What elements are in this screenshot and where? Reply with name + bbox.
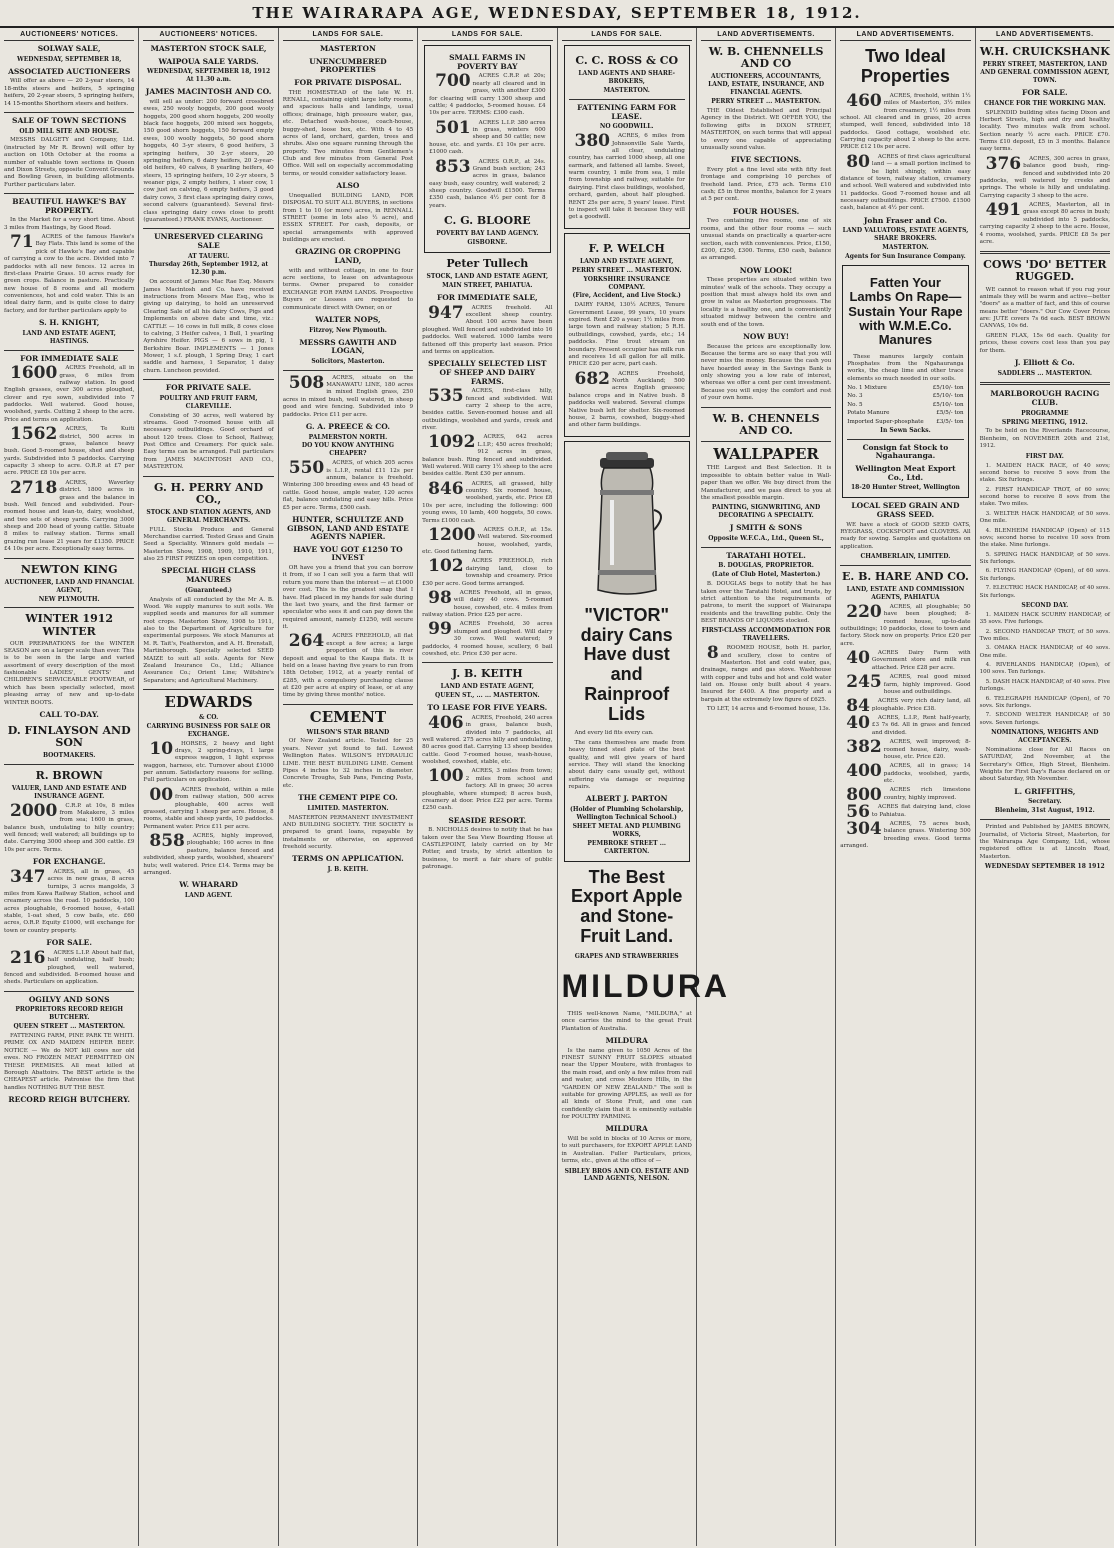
sections-heading: FIVE SECTIONS. — [730, 155, 802, 165]
columns — [0, 28, 1114, 1546]
sale-heading: SMALL FARMS IN POVERTY BAY — [449, 53, 526, 71]
room-number: 8 — [706, 643, 719, 664]
manure-box: Fatten Your Lambs On Rape—Sustain Your Rape with W.M.E.Co. Manures These manures largely contain Phosphates from the Ngahauranga works, the cheap lime and other trace elements so much needed in our soils. No. 1 Mixture £5/10/- ton No. 3 £5/10/- ton No. 5 £5/10/- ton Potato Manure £5/5/- ton Imported Super-phosphate £3/5/- ton In Sewn Sacks. Consign fat Stock to Ngahauranga. Wellington Meat Export Co., Ltd. 18-20 Hunter Street, Wellington — [842, 265, 968, 498]
acreage-number: 100 — [428, 766, 464, 787]
agent-address: PERRY STREET ... MASTERTON. — [571, 266, 682, 274]
advertiser-sub: STOCK AND STATION AGENTS, AND GENERAL MERCHANTS. — [146, 508, 271, 524]
terms-heading: TERMS ON APPLICATION. — [292, 854, 404, 864]
acreage-number: 460 — [846, 90, 882, 111]
solicitor-name: MESSRS GAWITH AND LOGAN, — [299, 337, 397, 356]
advertiser-name: EDWARDS — [164, 693, 253, 712]
hotel-name: TARATAHI HOTEL. — [726, 550, 806, 560]
agency-sub: AUCTIONEERS, ACCOUNTANTS, LAND, ESTATE, INSURANCE, AND FINANCIAL AGENTS. — [708, 73, 825, 97]
acreage-number: 508 — [288, 372, 325, 393]
acreage-number: 216 — [10, 947, 46, 968]
day-heading: SECOND DAY. — [1021, 601, 1069, 609]
secretary-title: Secretary. — [1028, 798, 1062, 806]
agent-name: G. A. PREECE & CO. — [305, 421, 390, 431]
saddler-sub: SADDLERS ... MASTERTON. — [997, 369, 1092, 377]
sale-heading: FOR IMMEDIATE SALE, — [436, 293, 538, 303]
column-header: LANDS FOR SALE. — [283, 30, 413, 41]
acreage-number: 347 — [10, 866, 46, 887]
advertiser-name: J SMITH & SONS — [729, 523, 803, 533]
agency-agent: Agents for Sun Insurance Company. — [845, 253, 966, 261]
list-heading: SPECIALLY SELECTED LIST OF SHEEP AND DAIRY FARMS. — [428, 359, 547, 386]
agent-address: QUEEN ST., ... ... MASTERTON. — [435, 692, 540, 700]
sale-heading: CARRYING BUSINESS FOR SALE OR EXCHANGE. — [146, 722, 271, 738]
company-name: CHAMBERLAIN, LIMITED. — [860, 553, 951, 560]
look-heading: NOW LOOK! — [739, 265, 793, 275]
column-header: LAND ADVERTISEMENTS. — [840, 30, 970, 41]
acreage-number: 98 — [428, 587, 452, 608]
column-header: LAND ADVERTISEMENTS. — [980, 30, 1110, 41]
acreage-number: 682 — [574, 368, 610, 389]
sale-subheading: POULTRY AND FRUIT FARM, CLAREVILLE. — [159, 394, 258, 410]
acreage-number: 40 — [846, 648, 870, 669]
acreage-number: 00 — [149, 784, 174, 805]
call-today: CALL TO-DAY. — [39, 709, 99, 719]
acreage-number: 491 — [985, 200, 1022, 221]
ross-box: C. C. ROSS & CO LAND AGENTS AND SHARE-BROKERS, MASTERTON. FATTENING FARM FOR LEASE. NO GOODWILL. 380 ACRES, 6 miles from Johnsonville Sale Yards, all clear, undulating country, has carried 1000 sheep, all one earmark, and fattened all lambs. Sweet, warm country, 1 mile from sea, 1 mile from township and railway, suitable for dairying. First class buildings, woolshed, orchard, garden, about half ploughed. RENT 25s per acre, 5 years' lease. First to inspect will take it because they will get a goodwill. — [564, 45, 690, 228]
acreage-number: 700 — [435, 71, 471, 92]
agency-town: GISBORNE. — [467, 239, 508, 247]
agency-name: C. C. ROSS & CO — [575, 54, 679, 68]
acreage-number: 2718 — [10, 477, 58, 498]
advertiser-address: QUEEN STREET ... MASTERTON. — [13, 1023, 125, 1031]
agency-town: MASTERTON. — [603, 87, 650, 95]
sale-heading: SALE OF TOWN SECTIONS — [12, 115, 127, 125]
acreage-number: 84 — [846, 696, 870, 717]
acreage-number: 1600 — [10, 363, 58, 384]
acreage-number: 406 — [428, 712, 464, 733]
acreage-number: 853 — [435, 156, 471, 177]
manure-name: Imported Super-phosphate — [847, 418, 924, 425]
manure-price: £5/10/- ton — [932, 393, 964, 400]
agent-name: F. P. WELCH — [588, 241, 665, 255]
column-header: AUCTIONEERS' NOTICES. — [143, 30, 273, 41]
acreage-number: 382 — [846, 737, 882, 758]
acreage-number: 220 — [846, 601, 882, 622]
sale-subheading: WAIPOUA SALE YARDS. — [158, 56, 259, 66]
grazing-heading: GRAZING OR CROPPING LAND, — [295, 247, 401, 266]
butchery-name: RECORD REIGH BUTCHERY. — [8, 1095, 130, 1105]
milk-can-illustration — [582, 450, 672, 600]
mildura-subheading: MILDURA — [605, 1036, 648, 1045]
acreage-number: 858 — [149, 831, 185, 852]
column-5: LANDS FOR SALE. C. C. ROSS & CO LAND AGENTS AND SHARE-BROKERS, MASTERTON. FATTENING FARM FOR LEASE. NO GOODWILL. 380 ACRES, 6 miles from Johnsonville Sale Yards, all clear, undulating country, has carried 1000 sheep, all one earmark, and fattened all lambs. Sweet, warm country, 1 mile from sea, 1 mile from township and railway, suitable for dairying. First class buildings, woolshed, orchard, garden, about half ploughed. RENT 25s per acre, 5 years' lease. First to inspect will take it because they will get a goodwill. F. P. WELCH LAND AND ESTATE AGENT, PERRY STREET ... MASTERTON. YORKSHIRE INSURANCE COMPANY. (Fire, Accident, and Live Stock.) DAIRY FARM, 130½ ACRES, Tenure Government Lease, 99 years, 10 years expired. Rent £20 a year; 1½ miles from large town and railway station; 5 R.H. outbuildings, cowshed, yards, etc.; 14 paddocks. Fine trout stream on boundary. Present occupier has milk run and receives 1d all gallon for all milk. PRICE £20 per acre, part cash. 682 ACRES Freehold, North Auckland; 500 acres English grasses; balance crops and in Native bush. 8 paddocks well watered. Several clumps Native bush left for shelter. Six-roomed house, 2 barns, cowshed, buggy-shed and other farm buildings. "VICTOR" dairy Cans Have dust and Rainproof Lids And every lid fits every can. The cans themselves are made from heavy tinned steel plate of the best quality, and will give years of hard service. They will stand the knocking about dairy cans usually get, without suffering via damage or requiring repairs. ALBERT J. PARTON (Holder of Plumbing Scholarship, Wellington Technical School.) SHEET METAL AND PLUMBING WORKS, PEMBROKE STREET ... CARTERTON. The Best Export Apple and Stone-Fruit Land. GRAPES AND STRAWBERRIES MILDURA THIS well-known Name, "MILDURA," at once carries the mind to the great Fruit Plantation of Australia. MILDURA Is the name given to 1050 Acres of the FINEST SUNNY FRUIT SLOPES situated near the Upper Moutere, with frontages to the main road, and only a few miles from rail and water, and cross Moutere Hills, in the "GARDEN OF NEW ZEALAND." The soil is suitable for growing APPLES, as well as for all kinds of Stone Fruit, and one can confidently claim that it is eminently suitable for POULTRY FARMING. MILDURA Will be sold in blocks of 10 Acres or more, to suit purchasers, for EXPORT APPLE LAND in Australian. Fuller Particulars, prices, terms, etc., given at the office of — SIBLEY BROS AND CO. ESTATE AND LAND AGENTS, NELSON. — [558, 28, 697, 1546]
sale-heading: FOR SALE. — [1022, 88, 1068, 98]
auctioneers-heading: ASSOCIATED AUCTIONEERS — [8, 66, 131, 76]
owner-address: Fitzroy, New Plymouth. — [309, 326, 387, 334]
agency-name: W. B. CHENNELLS AND CO — [708, 45, 824, 71]
agent-sub: LAND AND ESTATE AGENT, — [440, 683, 534, 691]
acreage-number: 550 — [288, 458, 325, 479]
advertiser-sub: AUCTIONEER, LAND AND FINANCIAL AGENT, — [4, 578, 134, 594]
acreage-number: 501 — [435, 117, 471, 138]
insurance-name: YORKSHIRE INSURANCE COMPANY. — [583, 275, 670, 291]
acreage-number: 56 — [846, 802, 870, 823]
notice-date: Blenheim, 31st August, 1912. — [994, 807, 1095, 815]
advertiser-address: Opposite W.F.C.A., Ltd., Queen St., — [708, 534, 824, 542]
auctioneer-name: JAMES MACINTOSH AND CO. — [145, 87, 272, 97]
proprietor-sub: (Late of Club Hotel, Masterton.) — [711, 571, 821, 579]
acreage-number: 1562 — [10, 424, 58, 445]
column-header: AUCTIONEERS' NOTICES. — [4, 30, 134, 41]
houses-heading: FOUR HOUSES. — [732, 206, 800, 216]
acreage-number: 380 — [574, 131, 610, 152]
column-7: LAND ADVERTISEMENTS. Two Ideal Properties 460 ACRES, freehold, within 1½ miles of Masterton, 3½ miles from creamery, 1½ miles from school. All cleared and in grass, 20 acres stumped, well fenced, subdivided into 18 paddocks. Good cottage, woolshed etc. Carrying capacity about 2 sheep to the acre. PRICE £12 10s per acre. 80 ACRES of first class agricultural land — a small portion inclined to be light shingly, within easy distance of town, railway station, creamery and school. Well watered and subdivided into 11 paddocks. Good 7-roomed house and all necessary outbuildings. PRICE £7500. £1500 cash, balance at 4½ per cent. John Fraser and Co. LAND VALUATORS, ESTATE AGENTS, SHARE BROKERS. MASTERTON. Agents for Sun Insurance Company. Fatten Your Lambs On Rape—Sustain Your Rape with W.M.E.Co. Manures These manures largely contain Phosphates from the Ngahauranga works, the cheap lime and other trace elements so much needed in our soils. No. 1 Mixture £5/10/- ton No. 3 £5/10/- ton No. 5 £5/10/- ton Potato Manure £5/5/- ton Imported Super-phosphate £3/5/- ton In Sewn Sacks. Consign fat Stock to Ngahauranga. Wellington Meat Export Co., Ltd. 18-20 Hunter Street, Wellington LOCAL SEED GRAIN AND GRASS SEED. WE have a stock of GOOD SEED OATS, RYEGRASS, COCKSFOOT and CLOVERS. All ready for sowing. Samples and quotations on application. CHAMBERLAIN, LIMITED. E. B. HARE AND CO. LAND, ESTATE AND COMMISSION AGENTS, PAHIATUA 220 ACRES, all ploughable; 50 have been ploughed; 8-roomed house, up-to-date outbuildings; 10 paddocks, close to town and factory. Stock now on property. Price £20 per acre. 40 ACRES Dairy Farm with Government store and milk run attached. Price £28 per acre. 245 ACRES, real good mixed farm, highly improved. Good house and outbuildings. 84 ACRES very rich dairy land, all ploughable. Price £38. 40 ACRES, L.I.P., Rent half-yearly, £3 7s 6d. All in grass and fenced and divided. 382 ACRES, well improved; 8-roomed house, dairy, wash-house, etc. Price £20. 400 ACRES, all in grass; 14 paddocks, woolshed, yards, etc. 800 ACRES rich limestone country, highly improved. 56 ACRES flat dairying land, close to Pahiatua. 304 ACRES, 75 acres bush, balance grass. Wintering 500 breeding ewes. Good terms arranged. — [836, 28, 975, 1546]
acreage-number: 71 — [10, 232, 34, 253]
sale-heading: MASTERTON — [319, 44, 376, 54]
sale-subheading: CHANCE FOR THE WORKING MAN. — [984, 99, 1106, 107]
sale-date: WEDNESDAY, SEPTEMBER 18, — [16, 55, 122, 63]
lease-heading: FATTENING FARM FOR LEASE. — [577, 103, 677, 121]
victor-box: "VICTOR" dairy Cans Have dust and Rainproof Lids And every lid fits every can. The cans themselves are made from heavy tinned steel plate of the best quality, and will give years of hard service. They will stand the knocking about dairy cans usually get, without suffering via damage or requiring repairs. ALBERT J. PARTON (Holder of Plumbing Scholarship, Wellington Technical School.) SHEET METAL AND PLUMBING WORKS, PEMBROKE STREET ... CARTERTON. — [564, 441, 690, 862]
agency-sub: POVERTY BAY LAND AGENCY. — [436, 230, 539, 238]
advertiser-name: CEMENT — [309, 707, 387, 726]
acreage-number: 264 — [288, 631, 325, 652]
company-name: Wellington Meat Export Co., Ltd. — [855, 464, 956, 482]
agency-address: PERRY STREET ... MASTERTON. — [711, 98, 821, 106]
saddler-name: J. Elliott & Co. — [1014, 357, 1075, 367]
advertiser-name: G. H. PERRY AND CO., — [154, 480, 264, 506]
seaside-heading: SEASIDE RESORT. — [448, 815, 527, 825]
column-header: LANDS FOR SALE. — [562, 30, 692, 41]
agent-name: HUNTER, SCHULTZE AND GIBSON, LAND AND ESTATE AGENTS NAPIER. — [287, 514, 409, 542]
acreage-number: 80 — [846, 151, 870, 172]
manure-price: £5/10/- ton — [932, 401, 964, 408]
advertiser-sub: BOOTMAKERS. — [42, 751, 96, 759]
sale-heading: UNENCUMBERED PROPERTIES — [309, 56, 387, 75]
agent-sub: LAND AND ESTATE AGENT, HASTINGS. — [22, 329, 116, 345]
sale-heading: FOR IMMEDIATE SALE — [20, 353, 119, 363]
advertiser-name: NEWTON KING — [20, 562, 118, 576]
investment-heading: HAVE YOU GOT £1250 TO INVEST — [293, 544, 403, 563]
agent-name: J. B. KEITH — [451, 667, 523, 681]
column-8: LAND ADVERTISEMENTS. W.H. CRUICKSHANK PERRY STREET, MASTERTON, LAND AND GENERAL COMMISSION AGENT, TOWN. FOR SALE. CHANCE FOR THE WORKING MAN. SPLENDID building sites facing Dixon and Herbert Streets, high and dry and healthy locality. Two minutes walk from school. Section nearly ½ acre each. PRICE £70. Terms £10 deposit, £5 in 3 months. Balance easy terms. 376 ACRES, 300 acres in grass, balance good bush, ring-fenced and subdivided into 20 paddocks, well watered by creeks and springs. The whole is hilly and undulating. Carrying capacity 3 sheep to the acre. 491 ACRES, Masterton, all in grass except 80 acres in bush; subdivided into 5 paddocks, carrying capacity 2 sheep to the acre. House, 4 rooms, woolshed, yards. PRICE £8 5s per acre. COWS 'DO' BETTER RUGGED. WE cannot to reason what if you rug your animals they will be warm and active—better "doers" as a matter of fact, and this of course means better "doers." Our Cow Cover Prices are: JUTE covers 7s 6d each. BEST BROWN CANVAS, 10s 6d. GREEN FLAX, 15s 6d each. Quality for prices, these covers cost less than you pay for them. J. Elliott & Co. SADDLERS ... MASTERTON. MARLBOROUGH RACING CLUB. PROGRAMME SPRING MEETING, 1912. To be held on the Riverlands Racecourse, Blenheim, on NOVEMBER 20th and 21st, 1912. FIRST DAY. 1. MAIDEN HACK RACE, of 40 sovs; second horse to receive 5 sovs from the stake. Six furlongs. 2. FIRST HANDICAP TROT, of 60 sovs; second horse to receive 8 sovs from the stake. Two miles. 3. WELTER HACK HANDICAP, of 50 sovs. One mile. 4. BLENHEIM HANDICAP (Open) of 115 sovs; second horse to receive 10 sovs from the stake. Nine furlongs. 5. SPRING HACK HANDICAP, of 50 sovs. Six furlongs. 6. FLYING HANDICAP (Open), of 60 sovs. Six furlongs. 7. ELECTRIC HACK HANDICAP, of 40 sovs. Six furlongs. SECOND DAY. 1. MAIDEN HACK SCURRY HANDICAP, of 35 sovs. Five furlongs. 2. SECOND HANDICAP TROT, of 50 sovs. Two miles. 3. OMAKA HACK HANDICAP, of 40 sovs. One mile. 4. RIVERLANDS HANDICAP, (Open), of 100 sovs. Ten furlongs. 5. DASH HACK HANDICAP, of 40 sovs. Five furlongs. 6. TELEGRAPH HANDICAP (Open), of 70 sovs. Six furlongs. 7. SECOND WELTER HANDICAP, of 50 sovs. Seven furlongs. NOMINATIONS, WEIGHTS AND ACCEPTANCES. Nominations close for All Races on SATURDAY, 2nd November, at the Secretary's Office, High Street, Blenheim. Weights for First Day's Races declared on or about Saturday, 9th November. L. GRIFFITHS, Secretary. Blenheim, 31st August, 1912. Printed and Published by JAMES BROWN, Journalist, of Victoria Street, Masterton, for the Wairarapa Age Company, Ltd., whose registered office is at Lincoln Road, Masterton. WEDNESDAY SEPTEMBER 18 1912 — [979, 31, 1110, 871]
ad-text: Will offer as above — 20 2-year steers, 14 18-mths steers and heifers, 5 springing heifers, 20 2-year steers, 5 springing heifers, 14 15-months Shorthorn steers and heifers. — [4, 78, 135, 107]
advertiser-name: R. BROWN — [35, 768, 103, 782]
acreage-number: 245 — [846, 672, 882, 693]
company-address: 18-20 Hunter Street, Wellington — [850, 484, 960, 492]
manure-heading: Fatten Your Lambs On Rape—Sustain Your Rape with W.M.E.Co. Manures — [848, 275, 963, 348]
acreage-number: 102 — [428, 556, 464, 577]
victor-note: And every lid fits every can. — [574, 730, 654, 737]
advertiser-address: PEMBROKE STREET ... CARTERTON. — [587, 839, 666, 855]
advertiser-sub: (Holder of Plumbing Scholarship, Wellington Technical School.) — [570, 806, 684, 822]
acreage-number: 376 — [985, 153, 1022, 174]
seed-heading: LOCAL SEED GRAIN AND GRASS SEED. — [851, 501, 960, 519]
agent-name: S. H. KNIGHT, — [38, 318, 100, 328]
advertiser-sub: LIMITED. MASTERTON. — [307, 804, 389, 812]
advertiser-sub: & CO. — [198, 713, 219, 721]
hotel-note: FIRST-CLASS ACCOMMODATION FOR TRAVELLERS. — [701, 627, 831, 643]
cows-heading: COWS 'DO' BETTER RUGGED. — [983, 258, 1107, 284]
advertiser-trade: SHEET METAL AND PLUMBING WORKS, — [572, 822, 681, 838]
mildura-heading: MILDURA — [561, 967, 731, 1004]
export-heading: The Best Export Apple and Stone-Fruit Land. — [571, 866, 683, 946]
agency-name: John Fraser and Co. — [863, 215, 948, 225]
manure-name: No. 1 Mixture — [847, 385, 887, 392]
column-4: LANDS FOR SALE. SMALL FARMS IN POVERTY BAY 700 ACRES C.R.P. at 20s; nearly all cleared and in grass, with another £300 for clearing will carry 1300 sheep and cattle; 4 paddocks, 5-roomed house. £4 10s per acre. TERMS: £300 cash. 501 ACRES L.I.P. 380 acres in grass, winters 600 sheep and 50 cattle; new house, etc. and yards. £1 10s per acre. £1000 cash. 853 ACRES O.R.P., at 24s. Grand bush section; 243 acres in grass, balance easy bush, easy country, well watered; 2 sheep country. Goodwill £1500. Terms £350 cash, balance 4½ per cent for 8 years. C. G. BLOORE POVERTY BAY LAND AGENCY. GISBORNE. Peter Tullech STOCK, LAND AND ESTATE AGENT, MAIN STREET, PAHIATUA. FOR IMMEDIATE SALE, 947 ACRES freehold. All excellent sheep country. About 100 acres have been ploughed. Well fenced and subdivided into 16 paddocks. Well watered. 1000 lambs were fattened off this property last season. Price and terms on application. SPECIALLY SELECTED LIST OF SHEEP AND DAIRY FARMS. 535 ACRES, first-class hilly, fenced and subdivided. Will carry 2 sheep to the acre, besides cattle. Seven-roomed house and all outbuildings, woolshed and yards, creek and river. 1092 ACRES, 642 acres L.I.P.; 450 acres freehold; 912 acres in grass, balance bush. Ring fenced and subdivided. Well watered. Will carry 1½ sheep to the acre besides cattle. Rent £30 per annum. 846 ACRES, all grassed, hilly country. Six roomed house, woolshed, yards, etc. Price £8 10s per acre, including the following: 600 young ewes, 10 lamb, 400 hoggets, 50 cows. Terms £1000 cash. 1200 ACRES O.R.P., at 15s. Well watered. Six-roomed house, woolshed, yards, etc. Good fattening farm. 102 ACRES FREEHOLD, rich dairying land, close to township and creamery. Price £30 per acre. Good terms arranged. 98 ACRES Freehold, all in grass, will dairy 40 cows. 5-roomed house, cowshed, etc. 4 miles from railway station. Price £25 per acre. 99 ACRES Freehold, 30 acres stumped and ploughed. Will dairy 30 cows. Well watered; 9 paddocks, 4 roomed house, scullery, 6 bail cowshed, etc. Price £30 per acre. J. B. KEITH LAND AND ESTATE AGENT, QUEEN ST., ... ... MASTERTON. TO LEASE FOR FIVE YEARS. 406 ACRES, Freehold, 240 acres in grass, balance bush, divided into 7 paddocks, all well watered. 275 acres hilly and undulating, 80 acres good flat. Carrying 13 sheep besides cattle. Good 7-roomed house, wash-house, woolshed, cowshed, stable, etc. 100 ACRES, 3 miles from town; 2 miles from school and factory. All in grass; 30 acres ploughable, where stumped; 8 acres bush, creamery at door. Price £22 per acre. Terms £250 cash. SEASIDE RESORT. B. NICHOLLS desires to notify that he has taken over the Sea View Boarding House at CASTLEPOINT, lately carried on by Mr Potter, and trusts, by strict attention to business, to merit a fair share of public patronage. — [418, 28, 557, 1546]
secretary-name: L. GRIFFITHS, — [1014, 786, 1076, 796]
also-heading: ALSO — [336, 181, 360, 191]
masthead: THE WAIRARAPA AGE, WEDNESDAY, SEPTEMBER 18, 1912. — [0, 0, 1114, 28]
properties-heading: Two Ideal Properties — [860, 46, 950, 87]
manures-heading: SPECIAL HIGH CLASS MANURES — [161, 566, 256, 585]
column-header: LAND ADVERTISEMENTS. — [701, 30, 831, 41]
ad-text: MESSRS DALGETY and Company, Ltd. (instructed by Mr R. Brown) will offer by auction on 10th October at the rooms a number of valuable town sections in Queen and Dixon Streets, opposite Convent Grounds and Bowling Green, in building allotments. Further particulars later. — [4, 137, 135, 188]
advertiser-name: D. FINLAYSON AND SON — [7, 723, 131, 749]
agency-name: C. G. BLOORE — [444, 214, 531, 228]
advertiser-sub: WILSON'S STAR BRAND — [306, 728, 390, 736]
programme-heading: PROGRAMME — [1021, 409, 1069, 417]
acreage-number: 535 — [428, 386, 464, 407]
sale-date: Thursday 26th, September 1912, at 12.30 p.m. — [148, 261, 269, 277]
agent-question: DO YOU KNOW ANYTHING CHEAPER? — [301, 442, 394, 458]
solicitor-sub: Solicitors, Masterton. — [311, 357, 385, 365]
insurance-note: (Fire, Accident, and Live Stock.) — [572, 292, 681, 300]
welch-box: F. P. WELCH LAND AND ESTATE AGENT, PERRY STREET ... MASTERTON. YORKSHIRE INSURANCE COMPANY. (Fire, Accident, and Live Stock.) DAIRY FARM, 130½ ACRES, Tenure Government Lease, 99 years, 10 years expired. Rent £20 a year; 1½ miles from large town and railway station; 5 R.H. outbuildings, cowshed, yards, etc.; 14 paddocks. Fine trout stream on boundary. Present occupier has milk run and receives 1d all gallon for all milk. PRICE £20 per acre, part cash. 682 ACRES Freehold, North Auckland; 500 acres English grasses; balance crops and in Native bush. 8 paddocks well watered. Several clumps Native bush left for shelter. Six-roomed house, 2 barns, cowshed, buggy-shed and other farm buildings. — [564, 233, 690, 437]
column-1: AUCTIONEERS' NOTICES. SOLWAY SALE, WEDNESDAY, SEPTEMBER 18, ASSOCIATED AUCTIONEERS Will offer as above — 20 2-year steers, 14 18-mths steers and heifers, 5 springing heifers, 20 2-year steers, 5 springing heifers, 14 15-months Shorthorn steers and heifers. SALE OF TOWN SECTIONS OLD MILL SITE AND HOUSE. MESSRS DALGETY and Company, Ltd. (instructed by Mr R. Brown) will offer by auction on 10th October at the rooms a number of valuable town sections in Queen and Dixon Streets, opposite Convent Grounds and Bowling Green, in building allotments. Further particulars later. BEAUTIFUL HAWKE'S BAY PROPERTY. In the Market for a very short time. About 3 miles from Hastings, by Good Road. 71 ACRES of the famous Hawke's Bay Flats. This land is some of the pick of Hawke's Bay and capable of carrying a cow to the acre. Divided into 7 paddocks with all new fences. 12 acres in first-class Prairie Grass. 10 acres ready for green crops. Balance in pasture. Practically new house of 8 rooms and all modern conveniences, hot and cold water. This is an ideal dairy farm, and is quite close to dairy factory, and for further particulars apply to S. H. KNIGHT, LAND AND ESTATE AGENT, HASTINGS. FOR IMMEDIATE SALE 1600 ACRES Freehold, all in grass, 6 miles from railway station. In good English grasses, over 300 acres ploughed, clover and rye sown, subdivided into 7 paddocks. Well watered. Good house, woolshed, yards. Cutting 2 sheep to the acre. Price and terms on application. 1562 ACRES, Te Kuiti district, 500 acres in grass, balance heavy bush. Good 5-roomed house, shed and sheep yards. Subdivided into 5 paddocks. Carrying capacity 3 sheep to acre. O.R.P. at £7 per acre. PRICE £8 10s per acre. 2718 ACRES, Waverley district. 1800 acres in grass and the balance in bush. Well fenced and subdivided. Four-roomed house and lean-to, dairy, woolshed, and two sets of sheep yards. Carrying 3000 sheep and 200 head of young cattle. Situate 8 miles to railway station. Terms small grazing run lease 21 years for £1350. PRICE £4 10s per acre. Exceptionally easy terms. NEWTON KING AUCTIONEER, LAND AND FINANCIAL AGENT, NEW PLYMOUTH. WINTER 1912 WINTER OUR PREPARATIONS for the WINTER SEASON are on a larger scale than ever. This is to be seen in the large and varied assortment of every description of the most fashionable LADIES', GENTS' and CHILDREN'S SERVICEABLE FOOTWEAR, of which has been specially selected, most pleasing array of new and up-to-date WINTER BOOTS. CALL TO-DAY. D. FINLAYSON AND SON BOOTMAKERS. R. BROWN VALUER, LAND AND ESTATE AND INSURANCE AGENT. 2000 C.R.P. at 10s, 8 miles from Makakere, 3 miles from sea; 1600 in grass, balance bush, undulating to hilly country; well fenced; well watered; all buildings up to date. Carrying 3000 sheep and 300 cattle. £9 10s per acre. Terms. FOR EXCHANGE. 347 ACRES, all in grass, 45 acres in new grass, 8 acres turnips, 3 acres mangolds, 3 miles from Kawa Railway Station, school and creamery across the road. 10 paddocks, 100 acres ploughable, 6-roomed house, 4-stall stable, 1-oat shed, 5 cow bails, etc. £60 acres, O.R.P. Equity £1000, will exchange for town or country property. FOR SALE. 216 ACRES L.I.P. About half flat, half undulating, half bush; ploughed, well watered, fenced and subdivided. 8-roomed house and sheds. Particulars on application. OGILVY AND SONS PROPRIETORS RECORD REIGH BUTCHERY. QUEEN STREET ... MASTERTON. FATTENING FARM, PINE PARK TE WHITI. PRIME OX AND MAIDEN HEIFER BEEF. NOTICE — We do NOT kill cows nor old ewes. NO FROZEN MEAT PERMITTED ON THESE PREMISES. All meat killed at Borough Abattoirs. The BEST article is the CHEAPEST article. Patronise the firm that handles NOTHING BUT THE BEST. RECORD REIGH BUTCHERY. — [0, 28, 139, 1546]
nominations-heading: NOMINATIONS, WEIGHTS AND ACCEPTANCES. — [991, 729, 1099, 744]
manures-sub: (Guaranteed.) — [184, 586, 233, 594]
column-3: LANDS FOR SALE. MASTERTON UNENCUMBERED PROPERTIES FOR PRIVATE DISPOSAL. THE HOMESTEAD of the late W. H. RENALL, containing eight large lofty rooms, and spacious halls and landings, usual offices; drainage, high pressure water, gas, etc. Detached wash-house, coach-house, buggy-shed, loose box, etc. With 4 to 45 acres of land, orchard, garden, trees and shrubs. Also one square running through the property. Two minutes from Gentlemen's Club and few minutes from General Post Office. Will sell on especially accommodating terms, or would consider satisfactory lease. ALSO Unequalled BUILDING LAND, FOR DISPOSAL TO SUIT ALL BUYERS, in sections from 1 to 10 (or more) acres, in RENNALL STREET (some in lots also ½ acre), and ESSEX STREET. For cash, deposits, or special arrangements with approved buildings are erected. GRAZING OR CROPPING LAND, with and without cottage, in one to four acre sections, to lease on advantageous terms. Owner prepared to consider EXCHANGE FOR FARM LANDS. Prospective Buyers or Lessees are requested to communicate direct with Owner, on or WALTER NOPS, Fitzroy, New Plymouth. MESSRS GAWITH AND LOGAN, Solicitors, Masterton. 508 ACRES, situate on the MANAWATU LINE, 180 acres in mixed English grass, 250 acres in mixed bush, well watered, in sheep good and wire fencing. Subdivided into 9 paddocks. Price £11 per acre. G. A. PREECE & CO. PALMERSTON NORTH. DO YOU KNOW ANYTHING CHEAPER? 550 ACRES, of which 205 acres is L.I.P., rental £11 12s per annum, balance is freehold. Wintering 300 breeding ewes and 45 head of cattle. Good house, ample water, 120 acres flat, balance undulating and easy hills. Price £5 per acre. Terms, £500 cash. HUNTER, SCHULTZE AND GIBSON, LAND AND ESTATE AGENTS NAPIER. HAVE YOU GOT £1250 TO INVEST OR have you a friend that you can borrow it from, if so I can sell you a farm that will return you more than the interest — at £1000 over cost. This is the greatest snap that I have. Had placed in my hands for sale during the last two years, and the first farmer or speculator who sees it and can pay down the required amount, namely £1250, will secure it. 264 ACRES FREEHOLD, all flat except a few acres; a large proportion of this is river deposit and equal to the Kaupa flats. It is held on a lease having five years to run from 18th October, 1912, at a yearly rental of £285, with a compulsory purchasing clause at £20 per acre at expiry of lease, or at any time by giving three months' notice. CEMENT WILSON'S STAR BRAND Of New Zealand article. Tested for 25 years. Never yet found to fail. Lowest Wellington Rates. WILSON'S HYDRAULIC LIME. THE BEST BUILDING LIME. Cement Pipes 4 inches to 32 inches in diameter. Concrete Troughs, Sub Pans, Fencing Posts, etc. THE CEMENT PIPE CO. LIMITED. MASTERTON. MASTERTON PERMANENT INVESTMENT AND BUILDING SOCIETY. THE SOCIETY is prepared to grant loans, repayable by instalments or otherwise, on approved freehold security. TERMS ON APPLICATION. J. B. KEITH. — [279, 28, 418, 1546]
agent-sub: STOCK, LAND AND ESTATE AGENT, — [426, 273, 549, 281]
agent-address: MAIN STREET, PAHIATUA. — [442, 282, 533, 290]
agent-sub: LAND AGENT. — [184, 891, 233, 899]
acreage-number: 10 — [149, 738, 174, 759]
trade-heading: PAINTING, SIGNWRITING, AND DECORATING A SPECIALTY. — [711, 504, 821, 520]
manure-price: £5/5/- ton — [936, 410, 964, 417]
advertiser-name: ALBERT J. PARTON — [585, 794, 668, 804]
sale-location: AT TAUERU. — [187, 252, 230, 260]
meeting-heading: SPRING MEETING, 1912. — [1001, 418, 1088, 426]
acreage-number: 99 — [428, 619, 452, 640]
proprietor-name: B. DOUGLAS, PROPRIETOR. — [718, 562, 814, 570]
agency-name: SIBLEY BROS AND CO. ESTATE AND LAND AGENTS, NELSON. — [564, 1167, 689, 1183]
agent-name: W.H. CRUICKSHANK — [979, 45, 1110, 59]
acreage-number: 2000 — [10, 800, 58, 821]
manure-name: No. 3 — [847, 393, 863, 400]
manure-price: £5/10/- ton — [932, 385, 964, 392]
acreage-number: 40 — [846, 713, 870, 734]
manure-price: £3/5/- ton — [936, 418, 964, 425]
manure-note: In Sewn Sacks. — [880, 426, 931, 434]
advertiser-town: NEW PLYMOUTH. — [38, 595, 100, 603]
agent-name: J. B. KEITH. — [327, 866, 369, 874]
imprint: Printed and Published by JAMES BROWN, Journalist, of Victoria Street, Masterton, for the Wairarapa Age Company, Ltd., whose registered office is at Lincoln Road, Masterton. — [979, 824, 1110, 860]
sale-heading: MASTERTON STOCK SALE, — [150, 44, 267, 54]
advertiser-name: OGILVY AND SONS — [28, 994, 110, 1004]
agent-name: W. WHARARD — [179, 880, 238, 890]
poverty-bay-box: SMALL FARMS IN POVERTY BAY 700 ACRES C.R.P. at 20s; nearly all cleared and in grass, with another £300 for clearing will carry 1300 sheep and cattle; 4 paddocks, 5-roomed house. £4 10s per acre. TERMS: £300 cash. 501 ACRES L.I.P. 380 acres in grass, winters 600 sheep and 50 cattle; new house, etc. and yards. £1 10s per acre. £1000 cash. 853 ACRES O.R.P., at 24s. Grand bush section; 243 acres in grass, balance easy bush, easy country, well watered; 2 sheep country. Goodwill £1500. Terms £350 cash, balance 4½ per cent for 8 years. C. G. BLOORE POVERTY BAY LAND AGENCY. GISBORNE. — [424, 45, 550, 253]
column-header: LANDS FOR SALE. — [422, 30, 552, 41]
agency-name: E. B. HARE AND CO. — [842, 569, 969, 583]
agent-sub: LAND AND ESTATE AGENT, — [580, 257, 674, 265]
sale-heading: FOR PRIVATE DISPOSAL. — [294, 78, 402, 88]
advertiser-name: THE CEMENT PIPE CO. — [298, 793, 398, 803]
lease-sub: NO GOODWILL. — [599, 123, 654, 131]
agent-name: Peter Tullech — [446, 257, 529, 271]
agent-sub: PALMERSTON NORTH. — [308, 433, 388, 441]
consign-heading: Consign fat Stock to Ngahauranga. — [862, 442, 949, 461]
agency-name: W. B. CHENNELS AND CO. — [712, 411, 820, 437]
sale-heading: FOR PRIVATE SALE. — [165, 383, 252, 393]
wallpaper-heading: WALLPAPER — [713, 444, 819, 463]
victor-heading: "VICTOR" dairy Cans Have dust and Rainproof Lids — [580, 604, 673, 724]
sale-subheading: OLD MILL SITE AND HOUSE. — [19, 127, 119, 135]
lease-heading: TO LEASE FOR FIVE YEARS. — [427, 703, 548, 713]
advertiser-sub: PROPRIETORS RECORD REIGH BUTCHERY. — [15, 1006, 124, 1022]
sale-date: WEDNESDAY, SEPTEMBER 18, 1912 At 11.30 a.m. — [146, 68, 271, 84]
acreage-number: 800 — [846, 785, 882, 806]
manure-name: No. 5 — [847, 401, 863, 408]
agency-town: MASTERTON. — [882, 244, 929, 252]
agency-sub: LAND, ESTATE AND COMMISSION AGENTS, PAHIATUA — [846, 586, 965, 601]
acreage-number: 1092 — [428, 432, 476, 453]
sale-heading: FOR SALE. — [46, 938, 92, 948]
day-heading: FIRST DAY. — [1025, 452, 1064, 460]
grapes-heading: GRAPES AND STRAWBERRIES — [574, 952, 679, 960]
acreage-number: 400 — [846, 761, 882, 782]
acreage-number: 304 — [846, 818, 882, 839]
advertiser-sub: VALUER, LAND AND ESTATE AND INSURANCE AGENT. — [11, 784, 127, 800]
acreage-number: 947 — [428, 302, 464, 323]
mildura-subheading: MILDURA — [605, 1124, 648, 1134]
column-6: LAND ADVERTISEMENTS. W. B. CHENNELLS AND CO AUCTIONEERS, ACCOUNTANTS, LAND, ESTATE, INSURANCE, AND FINANCIAL AGENTS. PERRY STREET ... MASTERTON. THE Oldest Established and Principal Agency in the District. WE OFFER YOU, the following gifts in DIXON STREET, MASTERTON, on such terms that will appeal to every one capable of appreciating unusually sound value. FIVE SECTIONS. Every plot a fine level site with fifty feet frontage and comprising 10 perches of freehold land. Price, £75 ach. Terms £10 cash; £5 in three months, balance for 2 years at 5 per cent. FOUR HOUSES. Two containing five rooms, one of six rooms, and the other four rooms — such unusual stands on practically a quarter-acre section, each with conveniences. Price, £150, £200, £250, £300. Terms, £50 cash, balance as arranged. NOW LOOK! These properties are situated within two minutes' walk of the schools. They occupy a position that must always hold its own and grow in value as Masterton progresses. The locality is a healthy one, and is conveniently situated midway between the centre and south end of the town. NOW BUY! Because the prices are exceptionally low. Because the terms are so easy that you will never miss the money. Because the cash you have hoarded away in the Savings Bank is only showing you a low rate of interest, whereas we offer a cent per cent investment. Because you will enjoy the comfort and rest of your own home. W. B. CHENNELS AND CO. WALLPAPER THE Largest and Best Selection. It is impossible to obtain better value in Wall-paper than we offer. We buy direct from the Manufacturer, and we pass direct to you at the smallest possible margin. PAINTING, SIGNWRITING, AND DECORATING A SPECIALTY. J SMITH & SONS Opposite W.F.C.A., Ltd., Queen St., TARATAHI HOTEL. B. DOUGLAS, PROPRIETOR. (Late of Club Hotel, Masterton.) B. DOUGLAS begs to notify that he has taken over the Taratahi Hotel, and trusts, by strict attention to the requirements of patrons, to merit the support of Wairarapa residents and the travelling public. Only the BEST BRANDS OF LIQUORS stocked. FIRST-CLASS ACCOMMODATION FOR TRAVELLERS. 8 ROOMED HOUSE, both H. parlor, and scullery, close to centre of Masterton. Hot and cold water, gas, drainage, range and gas stove. Washhouse with copper and tubs and hot and cold water laid on. House only built about 4 years. Insured for £400. A fine property and a bargain at the extremely low figure of £625. TO LET, 14 acres and 6-roomed house, 13s. — [697, 28, 836, 1546]
buy-heading: NOW BUY! — [743, 331, 790, 341]
winter-heading: WINTER 1912 WINTER — [25, 612, 114, 638]
sale-heading: SOLWAY SALE, — [37, 44, 101, 54]
agency-sub: LAND AGENTS AND SHARE-BROKERS, — [578, 70, 675, 86]
club-name: MARLBOROUGH RACING CLUB. — [990, 389, 1100, 408]
property-heading: BEAUTIFUL HAWKE'S BAY PROPERTY. — [12, 197, 127, 215]
column-2: AUCTIONEERS' NOTICES. MASTERTON STOCK SALE, WAIPOUA SALE YARDS. WEDNESDAY, SEPTEMBER 18, 1912 At 11.30 a.m. JAMES MACINTOSH AND CO. will sell as under: 200 forward crossbred ewes, 250 wooly hoggets, 200 good wooly hoggets, 200 good shorn hoggets, 200 woolly black face hoggets, 200 mixed sex hoggets, 150 good shorn hoggets, 150 forward empty ewes, 100 woolly hoggets, 50 good shorn hoggets, 40 3-yr steers, 6 good heifers, 3 springing heifers, 30 2-yr steers, 20 springing heifers, 6 dairy heifers, 20 2-year-old heifers, 40 calves, 8 yearling heifers, 40 steers, 15 springing heifers, 10 2-yr steers, 5 weaner pigs, 2 empty heifers, 1 steer cow, 1 cow just on calving, 6 empty heifers, 3 good dairy cows, 3 first class springing dairy cows, second calvers (guaranteed). Several first-class springing dairy cows close to profit (guaranteed.) FRANK EVANS, Auctioneer. UNRESERVED CLEARING SALE AT TAUERU. Thursday 26th, September 1912, at 12.30 p.m. On account of James Mac Rae Esq. Messrs James Macintosh and Co. have received instructions from Messrs Mae Esq., who is giving up dairying, to hold an unreserved Clearing Sale of all his dairy Cows, Pigs and Implements on above date and time, viz.: CATTLE — 16 cows in full milk, 8 cows close to calving, 3 Heifer calves, 1 Bull, 1 yearling Ayrshire Heifer. PIGS — 6 sows in pig, 1 Berkshire Boar. IMPLEMENTS — 1 Jones Mower, 1 s.f. plough, 1 Spring Dray, 1 cart saddle and harness, 1 Separator, 1 daisy churn. Luncheon provided. FOR PRIVATE SALE. POULTRY AND FRUIT FARM, CLAREVILLE. Consisting of 30 acres, well watered by streams. Good 7-roomed house with all necessary outbuildings. Good orchard of about 120 trees. Close to School, Railway, Post Office and Creamery. For quick sale. Easy terms can be arranged. Full particulars from JAMES MACINTOSH AND CO., MASTERTON. G. H. PERRY AND CO., STOCK AND STATION AGENTS, AND GENERAL MERCHANTS. FULL Stocks Produce and General Merchandise carried. Tested Grass and Grain Seed a Speciality. Winners gold medals — Masterton Show, 1908, 1909, 1910, 1911, also 25 FIRST PRIZES on open competition. SPECIAL HIGH CLASS MANURES (Guaranteed.) Analysis of all conducted by the Mr A. B. Wood. We supply manures to suit soils. We supplied seeds and manures for all summer root crops. Masterton Show, 1908 to 1911, also to the Department of Agriculture for experimental purposes. We stock Manures at M. R. Tait's, Featherston, and A. H. Brenstall, Martinborough. Specially selected SEED MAIZE to suit all soils. Agents for New Zealand Insurance Co., Ltd.; Alliance Assurance Co.; Orient Line; Wiltshire's Separators; and Agricultural Machinery. EDWARDS & CO. CARRYING BUSINESS FOR SALE OR EXCHANGE. 10 HORSES, 2 heavy and light drays, 2 spring-drays, 1 large express waggon, 1 light express waggon, harness, etc. Turnover about £1000 per annum. Satisfactory reasons for selling. Full particulars on application. 00 ACRES freehold, within a mile from railway station, 500 acres ploughable, 400 acres well grassed, carrying 1 sheep per acre. House, 8 rooms, stable and sheep yards, 10 paddocks. Permanent water. Price £11 per acre. 858 ACRES, highly improved, ploughable; 160 acres in fine pasture, balance fenced and subdivided, sheep yards, woolshed, shearers' huts; well watered. Price £14. Terms may be arranged. W. WHARARD LAND AGENT. — [139, 28, 278, 1546]
sale-heading: UNRESERVED CLEARING SALE — [154, 232, 263, 250]
acreage-number: 1200 — [428, 524, 476, 545]
owner-name: WALTER NOPS, — [315, 314, 381, 324]
acreage-number: 846 — [428, 478, 464, 499]
manure-name: Potato Manure — [847, 410, 890, 417]
exchange-heading: FOR EXCHANGE. — [32, 857, 106, 867]
agency-sub: LAND VALUATORS, ESTATE AGENTS, SHARE BROKERS. — [842, 227, 969, 243]
imprint-date: WEDNESDAY SEPTEMBER 18 1912 — [984, 863, 1105, 871]
agent-sub: PERRY STREET, MASTERTON, LAND AND GENERAL COMMISSION AGENT, TOWN. — [980, 61, 1110, 85]
